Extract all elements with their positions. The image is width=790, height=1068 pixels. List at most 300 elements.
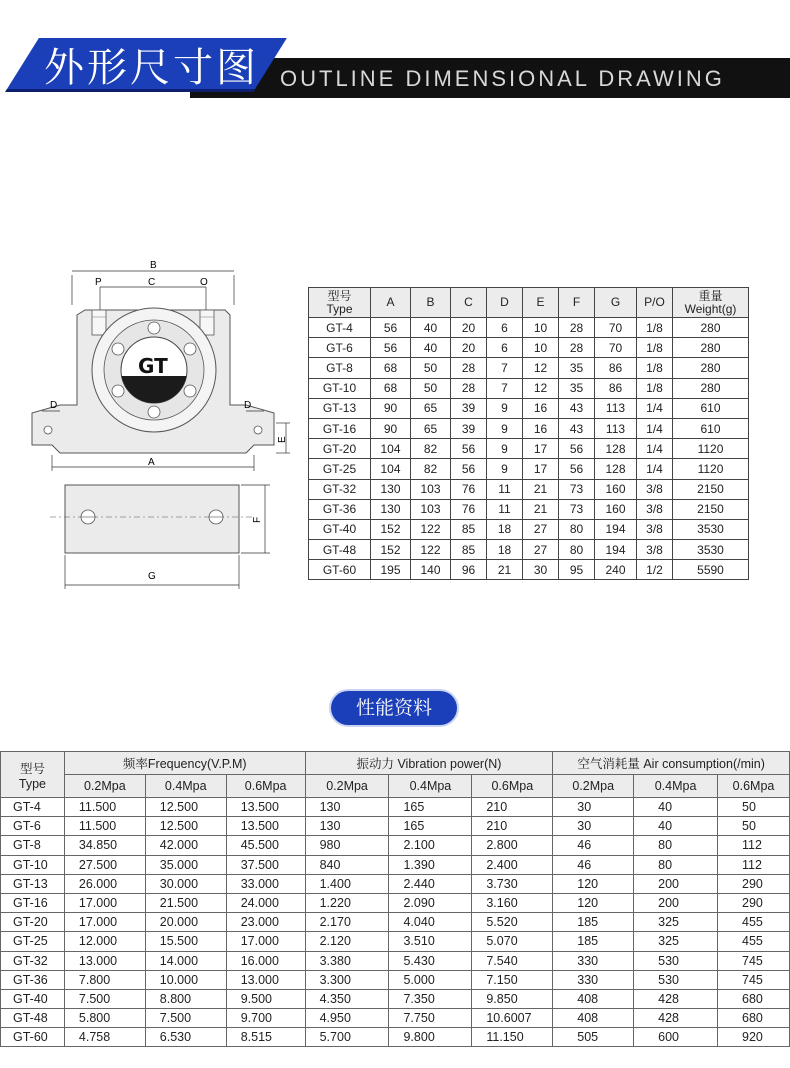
value-cell: 9.500 <box>226 989 305 1008</box>
value-cell: 165 <box>389 798 472 817</box>
value-cell: 200 <box>634 874 718 893</box>
model-cell: GT-25 <box>309 459 371 479</box>
value-cell: 3530 <box>673 540 749 560</box>
value-cell: 1/2 <box>637 560 673 580</box>
value-cell: 210 <box>472 817 553 836</box>
value-cell: 16 <box>523 418 559 438</box>
model-cell: GT-16 <box>1 893 65 912</box>
value-cell: 13.500 <box>226 817 305 836</box>
value-cell: 46 <box>553 855 634 874</box>
perf-header-frequency: 频率Frequency(V.P.M) <box>64 752 305 775</box>
value-cell: 7.800 <box>64 970 145 989</box>
value-cell: 2.440 <box>389 874 472 893</box>
header-en-title: OUTLINE DIMENSIONAL DRAWING <box>280 66 725 91</box>
table-row <box>309 560 749 580</box>
value-cell: 42.000 <box>145 836 226 855</box>
perf-pressure-header-row <box>1 775 790 798</box>
value-cell: 1.390 <box>389 855 472 874</box>
value-cell: 130 <box>305 817 389 836</box>
value-cell: 35 <box>559 378 595 398</box>
value-cell: 3530 <box>673 519 749 539</box>
value-cell: 2.120 <box>305 932 389 951</box>
model-cell: GT-32 <box>1 951 65 970</box>
value-cell: 160 <box>595 479 637 499</box>
value-cell: 1120 <box>673 459 749 479</box>
value-cell: 10 <box>523 338 559 358</box>
value-cell: 9.850 <box>472 989 553 1008</box>
dim-header-weight: 重量 Weight(g) <box>673 288 749 318</box>
value-cell: 12.500 <box>145 817 226 836</box>
value-cell: 7 <box>487 358 523 378</box>
value-cell: 3.160 <box>472 893 553 912</box>
perf-header-air: 空气消耗量 Air consumption(/min) <box>553 752 790 775</box>
value-cell: 6 <box>487 318 523 338</box>
value-cell: 76 <box>451 499 487 519</box>
model-cell: GT-40 <box>1 989 65 1008</box>
table-row <box>1 1009 790 1028</box>
value-cell: 130 <box>305 798 389 817</box>
value-cell: 194 <box>595 519 637 539</box>
value-cell: 10.6007 <box>472 1009 553 1028</box>
value-cell: 280 <box>673 338 749 358</box>
value-cell: 11 <box>487 479 523 499</box>
value-cell: 40 <box>411 318 451 338</box>
value-cell: 11.500 <box>64 817 145 836</box>
value-cell: 30 <box>523 560 559 580</box>
value-cell: 7.500 <box>145 1009 226 1028</box>
model-cell: GT-8 <box>309 358 371 378</box>
value-cell: 505 <box>553 1028 634 1047</box>
value-cell: 5.700 <box>305 1028 389 1047</box>
value-cell: 65 <box>411 398 451 418</box>
value-cell: 113 <box>595 398 637 418</box>
value-cell: 56 <box>559 459 595 479</box>
value-cell: 210 <box>472 798 553 817</box>
value-cell: 95 <box>559 560 595 580</box>
value-cell: 5590 <box>673 560 749 580</box>
value-cell: 33.000 <box>226 874 305 893</box>
value-cell: 120 <box>553 874 634 893</box>
table-row <box>309 499 749 519</box>
value-cell: 50 <box>718 817 790 836</box>
dim-label-p: P <box>95 277 102 288</box>
value-cell: 4.950 <box>305 1009 389 1028</box>
value-cell: 1.220 <box>305 893 389 912</box>
model-cell: GT-48 <box>1 1009 65 1028</box>
value-cell: 130 <box>371 499 411 519</box>
value-cell: 10 <box>523 318 559 338</box>
value-cell: 28 <box>559 338 595 358</box>
value-cell: 76 <box>451 479 487 499</box>
pressure-header: 0.2Mpa <box>305 775 389 798</box>
value-cell: 194 <box>595 540 637 560</box>
table-row <box>1 817 790 836</box>
value-cell: 200 <box>634 893 718 912</box>
dim-label-o: O <box>200 277 208 288</box>
model-cell: GT-20 <box>1 913 65 932</box>
table-row <box>1 932 790 951</box>
value-cell: 2.090 <box>389 893 472 912</box>
value-cell: 112 <box>718 855 790 874</box>
value-cell: 24.000 <box>226 893 305 912</box>
value-cell: 1/4 <box>637 398 673 418</box>
value-cell: 104 <box>371 439 411 459</box>
value-cell: 112 <box>718 836 790 855</box>
value-cell: 40 <box>634 817 718 836</box>
pressure-header: 0.4Mpa <box>389 775 472 798</box>
value-cell: 11.150 <box>472 1028 553 1047</box>
value-cell: 113 <box>595 418 637 438</box>
value-cell: 2.800 <box>472 836 553 855</box>
value-cell: 325 <box>634 913 718 932</box>
value-cell: 23.000 <box>226 913 305 932</box>
value-cell: 28 <box>451 358 487 378</box>
value-cell: 3/8 <box>637 519 673 539</box>
performance-section-label: 性能资料 <box>331 691 457 725</box>
value-cell: 11.500 <box>64 798 145 817</box>
value-cell: 6 <box>487 338 523 358</box>
value-cell: 68 <box>371 378 411 398</box>
value-cell: 56 <box>451 439 487 459</box>
value-cell: 43 <box>559 418 595 438</box>
value-cell: 5.430 <box>389 951 472 970</box>
value-cell: 56 <box>451 459 487 479</box>
value-cell: 1/8 <box>637 318 673 338</box>
value-cell: 73 <box>559 479 595 499</box>
value-cell: 408 <box>553 1009 634 1028</box>
value-cell: 7.750 <box>389 1009 472 1028</box>
value-cell: 680 <box>718 989 790 1008</box>
model-cell: GT-36 <box>1 970 65 989</box>
table-row <box>1 913 790 932</box>
value-cell: 39 <box>451 398 487 418</box>
dim-label-c: C <box>148 277 156 288</box>
model-cell: GT-10 <box>1 855 65 874</box>
model-cell: GT-4 <box>1 798 65 817</box>
model-cell: GT-48 <box>309 540 371 560</box>
value-cell: 5.000 <box>389 970 472 989</box>
value-cell: 65 <box>411 418 451 438</box>
value-cell: 4.350 <box>305 989 389 1008</box>
dim-header-c: C <box>451 288 487 318</box>
dim-header-g: G <box>595 288 637 318</box>
dim-label-a: A <box>148 457 155 468</box>
model-cell: GT-25 <box>1 932 65 951</box>
table-row <box>1 836 790 855</box>
value-cell: 8.800 <box>145 989 226 1008</box>
value-cell: 46 <box>553 836 634 855</box>
dim-label-f: F <box>252 516 263 523</box>
value-cell: 80 <box>634 855 718 874</box>
value-cell: 20.000 <box>145 913 226 932</box>
value-cell: 10.000 <box>145 970 226 989</box>
value-cell: 160 <box>595 499 637 519</box>
pressure-header: 0.4Mpa <box>145 775 226 798</box>
value-cell: 1/4 <box>637 459 673 479</box>
dim-label-g: G <box>148 571 156 582</box>
value-cell: 165 <box>389 817 472 836</box>
value-cell: 15.500 <box>145 932 226 951</box>
value-cell: 6.530 <box>145 1028 226 1047</box>
value-cell: 3/8 <box>637 499 673 519</box>
table-row <box>309 338 749 358</box>
perf-header-type: 型号 Type <box>1 752 65 798</box>
value-cell: 90 <box>371 398 411 418</box>
value-cell: 9 <box>487 398 523 418</box>
value-cell: 428 <box>634 1009 718 1028</box>
dim-header-f: F <box>559 288 595 318</box>
model-cell: GT-4 <box>309 318 371 338</box>
value-cell: 428 <box>634 989 718 1008</box>
value-cell: 9.700 <box>226 1009 305 1028</box>
value-cell: 103 <box>411 479 451 499</box>
model-cell: GT-36 <box>309 499 371 519</box>
value-cell: 21 <box>523 499 559 519</box>
value-cell: 280 <box>673 358 749 378</box>
value-cell: 85 <box>451 519 487 539</box>
value-cell: 30 <box>553 817 634 836</box>
table-row <box>1 951 790 970</box>
value-cell: 86 <box>595 378 637 398</box>
value-cell: 3.300 <box>305 970 389 989</box>
value-cell: 7.540 <box>472 951 553 970</box>
value-cell: 8.515 <box>226 1028 305 1047</box>
value-cell: 34.850 <box>64 836 145 855</box>
value-cell: 280 <box>673 378 749 398</box>
value-cell: 9 <box>487 439 523 459</box>
table-row <box>309 439 749 459</box>
model-cell: GT-6 <box>309 338 371 358</box>
value-cell: 5.800 <box>64 1009 145 1028</box>
value-cell: 56 <box>371 318 411 338</box>
value-cell: 21 <box>487 560 523 580</box>
pressure-header: 0.4Mpa <box>634 775 718 798</box>
value-cell: 128 <box>595 439 637 459</box>
value-cell: 1/4 <box>637 439 673 459</box>
value-cell: 30.000 <box>145 874 226 893</box>
value-cell: 28 <box>451 378 487 398</box>
dimension-table <box>308 287 749 580</box>
outline-drawing <box>20 255 290 595</box>
value-cell: 9.800 <box>389 1028 472 1047</box>
value-cell: 50 <box>411 378 451 398</box>
value-cell: 17 <box>523 459 559 479</box>
value-cell: 120 <box>553 893 634 912</box>
value-cell: 16.000 <box>226 951 305 970</box>
value-cell: 980 <box>305 836 389 855</box>
pressure-header: 0.2Mpa <box>553 775 634 798</box>
value-cell: 14.000 <box>145 951 226 970</box>
dim-header-type: 型号 Type <box>309 288 371 318</box>
performance-table <box>0 751 790 1047</box>
value-cell: 185 <box>553 932 634 951</box>
value-cell: 28 <box>559 318 595 338</box>
value-cell: 3.380 <box>305 951 389 970</box>
pressure-header: 0.6Mpa <box>718 775 790 798</box>
value-cell: 103 <box>411 499 451 519</box>
value-cell: 70 <box>595 338 637 358</box>
value-cell: 40 <box>411 338 451 358</box>
value-cell: 21.500 <box>145 893 226 912</box>
value-cell: 50 <box>718 798 790 817</box>
dim-label-e: E <box>277 436 288 443</box>
value-cell: 2150 <box>673 499 749 519</box>
value-cell: 27.500 <box>64 855 145 874</box>
value-cell: 195 <box>371 560 411 580</box>
dim-header-po: P/O <box>637 288 673 318</box>
value-cell: 4.758 <box>64 1028 145 1047</box>
value-cell: 73 <box>559 499 595 519</box>
value-cell: 122 <box>411 519 451 539</box>
dim-header-b: B <box>411 288 451 318</box>
value-cell: 35.000 <box>145 855 226 874</box>
table-row <box>309 540 749 560</box>
value-cell: 85 <box>451 540 487 560</box>
value-cell: 27 <box>523 540 559 560</box>
dim-header-e: E <box>523 288 559 318</box>
value-cell: 745 <box>718 951 790 970</box>
table-row <box>309 358 749 378</box>
value-cell: 3/8 <box>637 540 673 560</box>
model-cell: GT-13 <box>309 398 371 418</box>
value-cell: 7.500 <box>64 989 145 1008</box>
table-row <box>309 398 749 418</box>
value-cell: 90 <box>371 418 411 438</box>
value-cell: 12.500 <box>145 798 226 817</box>
value-cell: 37.500 <box>226 855 305 874</box>
value-cell: 1/8 <box>637 338 673 358</box>
value-cell: 17.000 <box>64 893 145 912</box>
value-cell: 20 <box>451 338 487 358</box>
value-cell: 17 <box>523 439 559 459</box>
value-cell: 9 <box>487 459 523 479</box>
table-row <box>1 989 790 1008</box>
table-row <box>309 479 749 499</box>
value-cell: 35 <box>559 358 595 378</box>
table-row <box>1 798 790 817</box>
value-cell: 2.400 <box>472 855 553 874</box>
value-cell: 5.520 <box>472 913 553 932</box>
value-cell: 2.170 <box>305 913 389 932</box>
value-cell: 13.500 <box>226 798 305 817</box>
value-cell: 68 <box>371 358 411 378</box>
model-cell: GT-32 <box>309 479 371 499</box>
value-cell: 43 <box>559 398 595 418</box>
value-cell: 325 <box>634 932 718 951</box>
value-cell: 128 <box>595 459 637 479</box>
value-cell: 2150 <box>673 479 749 499</box>
value-cell: 455 <box>718 932 790 951</box>
value-cell: 56 <box>559 439 595 459</box>
value-cell: 1/8 <box>637 378 673 398</box>
value-cell: 39 <box>451 418 487 438</box>
value-cell: 680 <box>718 1009 790 1028</box>
table-row <box>1 855 790 874</box>
model-cell: GT-6 <box>1 817 65 836</box>
value-cell: 7.350 <box>389 989 472 1008</box>
value-cell: 50 <box>411 358 451 378</box>
value-cell: 1/4 <box>637 418 673 438</box>
value-cell: 11 <box>487 499 523 519</box>
table-row <box>309 318 749 338</box>
model-cell: GT-8 <box>1 836 65 855</box>
value-cell: 330 <box>553 951 634 970</box>
value-cell: 1120 <box>673 439 749 459</box>
header-cn-title: 外形尺寸图 <box>44 45 259 91</box>
model-cell: GT-13 <box>1 874 65 893</box>
model-cell: GT-60 <box>309 560 371 580</box>
value-cell: 12 <box>523 358 559 378</box>
table-row <box>309 418 749 438</box>
value-cell: 18 <box>487 519 523 539</box>
value-cell: 17.000 <box>64 913 145 932</box>
table-row <box>1 874 790 893</box>
table-row <box>309 519 749 539</box>
value-cell: 2.100 <box>389 836 472 855</box>
value-cell: 1.400 <box>305 874 389 893</box>
value-cell: 280 <box>673 318 749 338</box>
perf-group-header-row <box>1 752 790 775</box>
model-cell: GT-40 <box>309 519 371 539</box>
value-cell: 27 <box>523 519 559 539</box>
value-cell: 290 <box>718 893 790 912</box>
value-cell: 240 <box>595 560 637 580</box>
value-cell: 1/8 <box>637 358 673 378</box>
value-cell: 3/8 <box>637 479 673 499</box>
value-cell: 140 <box>411 560 451 580</box>
value-cell: 122 <box>411 540 451 560</box>
value-cell: 80 <box>559 540 595 560</box>
value-cell: 152 <box>371 519 411 539</box>
dim-table-header-row <box>309 288 749 318</box>
value-cell: 18 <box>487 540 523 560</box>
value-cell: 12.000 <box>64 932 145 951</box>
value-cell: 20 <box>451 318 487 338</box>
value-cell: 40 <box>634 798 718 817</box>
table-row <box>1 970 790 989</box>
value-cell: 21 <box>523 479 559 499</box>
value-cell: 3.510 <box>389 932 472 951</box>
value-cell: 600 <box>634 1028 718 1047</box>
value-cell: 56 <box>371 338 411 358</box>
value-cell: 840 <box>305 855 389 874</box>
value-cell: 12 <box>523 378 559 398</box>
header-banner <box>0 0 790 120</box>
value-cell: 4.040 <box>389 913 472 932</box>
pressure-header: 0.2Mpa <box>64 775 145 798</box>
table-row <box>1 1028 790 1047</box>
model-cell: GT-20 <box>309 439 371 459</box>
value-cell: 7.150 <box>472 970 553 989</box>
gt-logo: GT <box>138 354 168 378</box>
value-cell: 26.000 <box>64 874 145 893</box>
value-cell: 80 <box>559 519 595 539</box>
value-cell: 9 <box>487 418 523 438</box>
value-cell: 13.000 <box>226 970 305 989</box>
value-cell: 530 <box>634 951 718 970</box>
value-cell: 96 <box>451 560 487 580</box>
value-cell: 17.000 <box>226 932 305 951</box>
pressure-header: 0.6Mpa <box>472 775 553 798</box>
value-cell: 86 <box>595 358 637 378</box>
value-cell: 80 <box>634 836 718 855</box>
value-cell: 5.070 <box>472 932 553 951</box>
pressure-header: 0.6Mpa <box>226 775 305 798</box>
value-cell: 530 <box>634 970 718 989</box>
value-cell: 104 <box>371 459 411 479</box>
table-row <box>309 459 749 479</box>
value-cell: 45.500 <box>226 836 305 855</box>
